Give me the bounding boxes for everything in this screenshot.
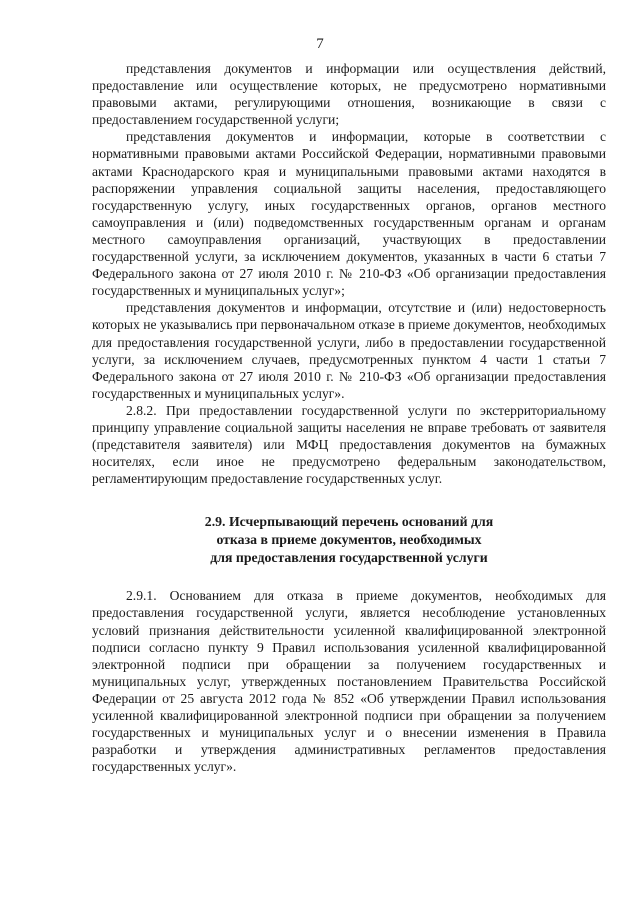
paragraph: 2.8.2. При предоставлении государственной услуги по экстерриториальному принципу управление социальной защиты населения не вправе требовать от заявителя (представителя заявителя) или МФЦ предоставления документов на бумажных носителях, если иное не предусмотрено федеральным законодательством, регламентирующим предоставление государственных услуг.	[92, 402, 606, 487]
paragraph: 2.9.1. Основанием для отказа в приеме документов, необходимых для предоставления государственной услуги, является несоблюдение установленных условий признания действительности усиленной квалифицированной электронной подписи согласно пункту 9 Правил использования усиленной квалифицированной электронной подписи при обращении за получением государственных и муниципальных услуг, утвержденных постановлением Правительства Российской Федерации от 25 августа 2012 года № 852 «Об утверждении Правил использования усиленной квалифицированной электронной подписи при обращении за получением государственных и муниципальных услуг и о внесении изменения в Правила разработки и утверждения административных регламентов предоставления государственных услуг».	[92, 588, 606, 775]
section-heading	[92, 513, 606, 567]
paragraph: представления документов и информации, которые в соответствии с нормативными правовыми актами Российской Федерации, нормативными правовыми актами Краснодарского края и муниципальными правовыми актами находятся в распоряжении управления социальной защиты населения, предоставляющего государственную услугу, иных государственных органов, органов местного самоуправления и (или) подведомственных государственным органам и органам местного самоуправления организаций, участвующих в предоставлении государственной услуги, за исключением документов, указанных в части 6 статьи 7 Федерального закона от 27 июля 2010 г. № 210-ФЗ «Об организации предоставления государственных и муниципальных услуг»;	[92, 129, 606, 299]
section-heading-line: для предоставления государственной услуги	[210, 550, 488, 566]
page-number: 7	[316, 36, 324, 52]
paragraph: представления документов и информации, отсутствие и (или) недостоверность которых не указывались при первоначальном отказе в приеме документов, необходимых для предоставления государственной услуги, либо в предоставлении государственной услуги, за исключением случаев, предусмотренных пунктом 4 части 1 статьи 7 Федерального закона от 27 июля 2010 г. № 210-ФЗ «Об организации предоставления государственных и муниципальных услуг».	[92, 300, 606, 401]
paragraph: представления документов и информации или осуществления действий, предоставление или осуществление которых, не предусмотрено нормативными правовыми актами, регулирующими отношения, возникающие в связи с предоставлением государственной услуги;	[92, 61, 606, 128]
section-heading-line: 2.9. Исчерпывающий перечень оснований для	[204, 514, 494, 530]
document-body	[92, 60, 606, 775]
section-heading-line: отказа в приеме документов, необходимых	[216, 532, 482, 548]
